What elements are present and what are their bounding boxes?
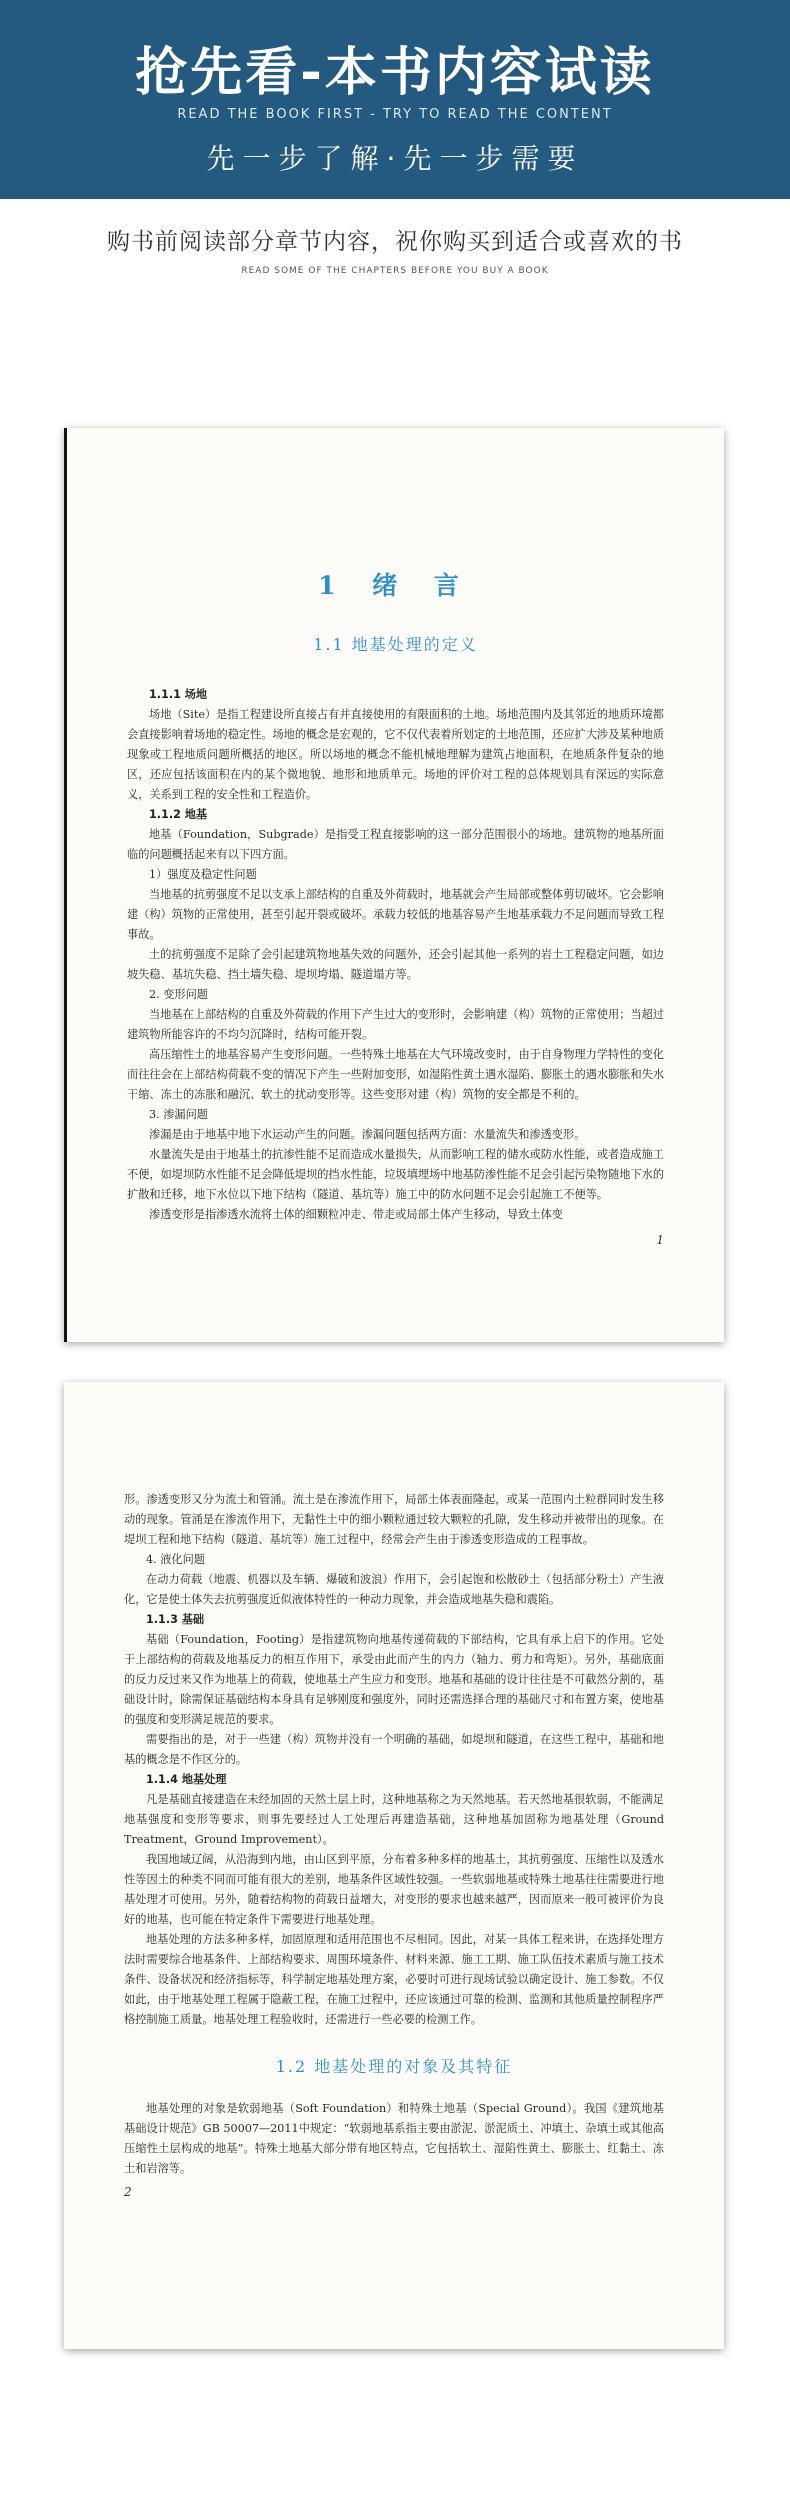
subsection-heading: 1.1.2 地基 <box>149 808 208 821</box>
paragraph: 我国地域辽阔，从沿海到内地，由山区到平原，分布着多种多样的地基土，其抗剪强度、压缩性以及透水性等因土的种类不同而可能有很大的差别，地基条件区域性较强。一些软弱地基或特殊土地基往往需要进行地基处理才可使用。另外，随着结构物的荷载日益增大，对变形的要求也越来越严，因而原来一般可被评价为良好的地基，也可能在特定条件下需要进行地基处理。 <box>124 1853 664 1926</box>
book-page-1 <box>64 428 724 1342</box>
banner-title: 抢先看-本书内容试读 <box>135 43 655 103</box>
section-title: 1.1 地基处理的定义 <box>313 635 478 654</box>
chapter-title: 1 绪 言 <box>318 571 473 600</box>
list-item-heading: 4. 液化问题 <box>146 1553 205 1566</box>
book-page-2 <box>64 1382 724 2349</box>
paragraph: 当地基的抗剪强度不足以支承上部结构的自重及外荷载时，地基就会产生局部或整体剪切破坏。它会影响建（构）筑物的正常使用，甚至引起开裂或破坏。承载力较低的地基容易产生地基承载力不足问题而导致工程事故。 <box>127 888 665 941</box>
paragraph: 基础（Foundation，Footing）是指建筑物向地基传递荷载的下部结构，它具有承上启下的作用。它处于上部结构的荷载及地基反力的相互作用下，承受由此而产生的内力（轴力、剪力和弯矩）。另外，基础底面的反力反过来又作为地基上的荷载，使地基土产生应力和变形。地基和基础的设计往往是不可截然分割的，基础设计时，除需保证基础结构本身具有足够刚度和强度外，同时还需选择合理的基础尺寸和布置方案，使地基的强度和变形满足规范的要求。 <box>124 1633 664 1726</box>
banner-subtitle-en: READ THE BOOK FIRST - TRY TO READ THE CONTENT <box>177 107 613 122</box>
page-number: 2 <box>124 2185 132 2199</box>
list-item-heading: 2. 变形问题 <box>149 988 208 1001</box>
intro-text-cn: 购书前阅读部分章节内容，祝你购买到适合或喜欢的书 <box>107 229 683 255</box>
header-banner <box>0 0 790 199</box>
paragraph: 场地（Site）是指工程建设所直接占有并直接使用的有限面积的土地。场地范围内及其邻近的地质环境都会直接影响着场地的稳定性。场地的概念是宏观的，它不仅代表着所划定的土地范围，还应扩大涉及某种地质现象或工程地质问题所概括的地区。所以场地的概念不能机械地理解为建筑占地面积，在地质条件复杂的地区，还应包括该面积在内的某个微地貌、地形和地质单元。场地的评价对工程的总体规划具有深远的实际意义，关系到工程的安全性和工程造价。 <box>127 708 665 801</box>
paragraph: 凡是基础直接建造在未经加固的天然土层上时，这种地基称之为天然地基。若天然地基很软弱，不能满足地基强度和变形等要求，则事先要经过人工处理后再建造基础，这种地基加固称为地基处理（Ground Treatment，Ground Improvement）。 <box>124 1793 664 1846</box>
paragraph: 地基（Foundation，Subgrade）是指受工程直接影响的这一部分范围很小的场地。建筑物的地基所面临的问题概括起来有以下四方面。 <box>127 828 664 861</box>
subsection-heading: 1.1.4 地基处理 <box>146 1773 227 1786</box>
subsection-heading: 1.1.1 场地 <box>149 688 208 701</box>
paragraph: 土的抗剪强度不足除了会引起建筑物地基失效的问题外，还会引起其他一系列的岩土工程稳定问题，如边坡失稳、基坑失稳、挡土墙失稳、堤坝垮塌、隧道塌方等。 <box>127 948 664 981</box>
paragraph: 水量流失是由于地基土的抗渗性能不足而造成水量损失，从而影响工程的储水或防水性能，或者造成施工不便，如堤坝防水性能不足会降低堤坝的挡水性能，垃圾填埋场中地基防渗性能不足会引起污染物随地下水的扩散和迁移，地下水位以下地下结构（隧道、基坑等）施工中的防水问题不足会引起施工不便等。 <box>127 1148 665 1201</box>
paragraph: 高压缩性土的地基容易产生变形问题。一些特殊土地基在大气环境改变时，由于自身物理力学特性的变化而往往会在上部结构荷载不变的情况下产生一些附加变形，如湿陷性黄土遇水湿陷、膨胀土的遇水膨胀和失水干缩、冻土的冻胀和融沉、软土的扰动变形等。这些变形对建（构）筑物的安全都是不利的。 <box>127 1048 665 1101</box>
banner-subtitle-cn: 先一步了解·先一步需要 <box>206 142 584 175</box>
paragraph: 在动力荷载（地震、机器以及车辆、爆破和波浪）作用下，会引起饱和松散砂土（包括部分粉土）产生液化，它是使土体失去抗剪强度近似液体特性的一种动力现象，并会造成地基失稳和震陷。 <box>124 1573 664 1606</box>
paragraph: 地基处理的对象是软弱地基（Soft Foundation）和特殊土地基（Special Ground）。我国《建筑地基基础设计规范》GB 50007—2011中规定：“软弱地基系指主要由淤泥、淤泥质土、冲填土、杂填土或其他高压缩性土层构成的地基”。特殊土地基大部分带有地区特点，它包括软土、湿陷性黄土、膨胀土、红黏土、冻土和岩溶等。 <box>124 2102 664 2175</box>
paragraph: 形。渗透变形又分为流土和管涌。流土是在渗流作用下，局部土体表面隆起，或某一范围内土粒群同时发生移动的现象。管涌是在渗流作用下，无黏性土中的细小颗粒通过较大颗粒的孔隙，发生移动并被带出的现象。在堤坝工程和地下结构（隧道、基坑等）施工过程中，经常会产生由于渗透变形造成的工程事故。 <box>124 1493 664 1546</box>
paragraph: 地基处理的方法多种多样，加固原理和适用范围也不尽相同。因此，对某一具体工程来讲，在选择处理方法时需要综合地基条件、上部结构要求、周围环境条件、材料来源、施工工期、施工队伍技术素质与施工技术条件、设备状况和经济指标等，科学制定地基处理方案，必要时可进行现场试验以确定设计、施工参数。不仅如此，由于地基处理工程属于隐蔽工程，在施工过程中，还应该通过可靠的检测、监测和其他质量控制程序严格控制施工质量。地基处理工程验收时，还需进行一些必要的检测工作。 <box>124 1933 664 2026</box>
intro-text-en: READ SOME OF THE CHAPTERS BEFORE YOU BUY A BOOK <box>241 266 549 276</box>
list-item-heading: 1）强度及稳定性问题 <box>149 868 257 881</box>
paragraph: 需要指出的是，对于一些建（构）筑物并没有一个明确的基础，如堤坝和隧道，在这些工程中，基础和地基的概念是不作区分的。 <box>124 1733 664 1766</box>
subsection-heading: 1.1.3 基础 <box>146 1613 205 1626</box>
section-title: 1.2 地基处理的对象及其特征 <box>275 2057 513 2076</box>
list-item-heading: 3. 渗漏问题 <box>149 1108 208 1121</box>
page-number: 1 <box>656 1233 664 1247</box>
paragraph: 渗透变形是指渗透水流将土体的细颗粒冲走、带走或局部土体产生移动，导致土体变 <box>149 1208 563 1221</box>
paragraph: 当地基在上部结构的自重及外荷载的作用下产生过大的变形时，会影响建（构）筑物的正常使用；当超过建筑物所能容许的不均匀沉降时，结构可能开裂。 <box>127 1008 664 1041</box>
paragraph: 渗漏是由于地基中地下水运动产生的问题。渗漏问题包括两方面：水量流失和渗透变形。 <box>149 1128 586 1141</box>
